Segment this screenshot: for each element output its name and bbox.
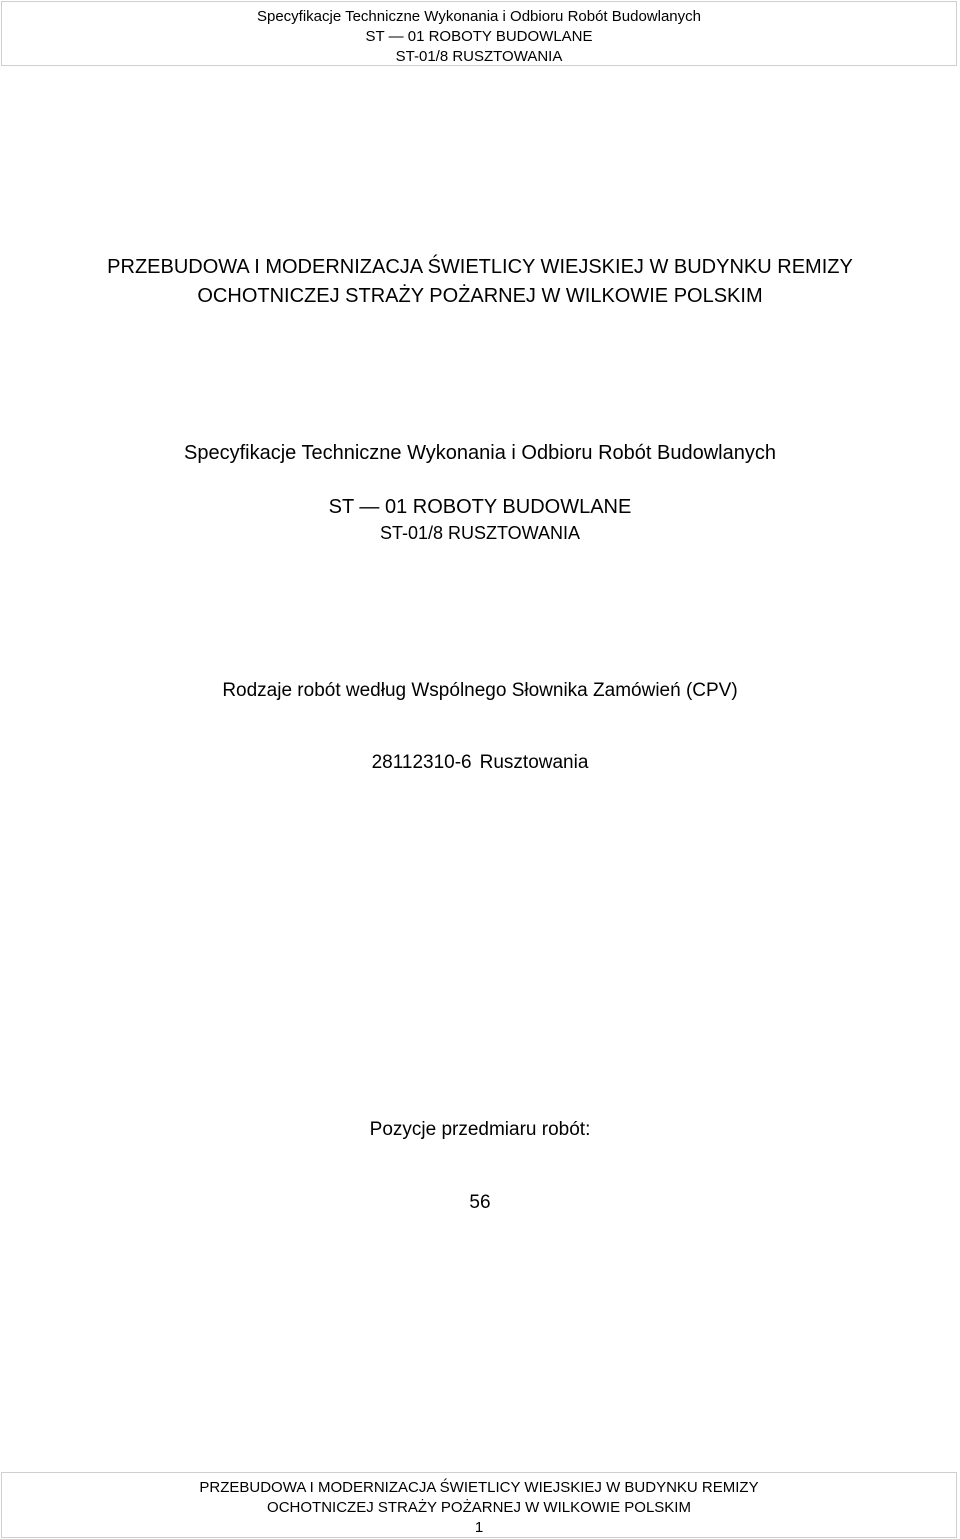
header-spec-title: Specyfikacje Techniczne Wykonania i Odbioru Robót Budowlanych: [256, 8, 701, 25]
st-code: ST — 01 ROBOTY BUDOWLANE: [328, 496, 632, 518]
page-header: [1, 1, 957, 66]
footer-title-line-1: PRZEBUDOWA I MODERNIZACJA ŚWIETLICY WIEJSKIEJ W BUDYNKU REMIZY: [199, 1479, 759, 1496]
spec-title: Specyfikacje Techniczne Wykonania i Odbioru Robót Budowlanych: [183, 442, 776, 464]
cpv-entry: [0, 749, 960, 777]
cpv-heading: Rodzaje robót według Wspólnego Słownika Zamówień (CPV): [222, 680, 738, 701]
st-subsection: ST-01/8 RUSZTOWANIA: [379, 523, 581, 543]
project-title: [0, 253, 960, 311]
positions-count: 56: [469, 1192, 491, 1213]
header-st-code: ST — 01 ROBOTY BUDOWLANE: [365, 28, 593, 45]
footer-title-line-2: OCHOTNICZEJ STRAŻY POŻARNEJ W WILKOWIE POLSKIM: [267, 1499, 691, 1516]
project-title-line-2: OCHOTNICZEJ STRAŻY POŻARNEJ W WILKOWIE POLSKIM: [197, 285, 763, 307]
positions-label: Pozycje przedmiaru robót:: [369, 1119, 591, 1140]
cpv-code: 28112310-6: [371, 752, 472, 773]
page-number: 1: [474, 1519, 484, 1536]
page-footer: [1, 1472, 957, 1538]
cpv-name: Rusztowania: [479, 752, 589, 773]
header-st-sub: ST-01/8 RUSZTOWANIA: [395, 48, 563, 65]
project-title-line-1: PRZEBUDOWA I MODERNIZACJA ŚWIETLICY WIEJSKIEJ W BUDYNKU REMIZY: [107, 256, 853, 278]
